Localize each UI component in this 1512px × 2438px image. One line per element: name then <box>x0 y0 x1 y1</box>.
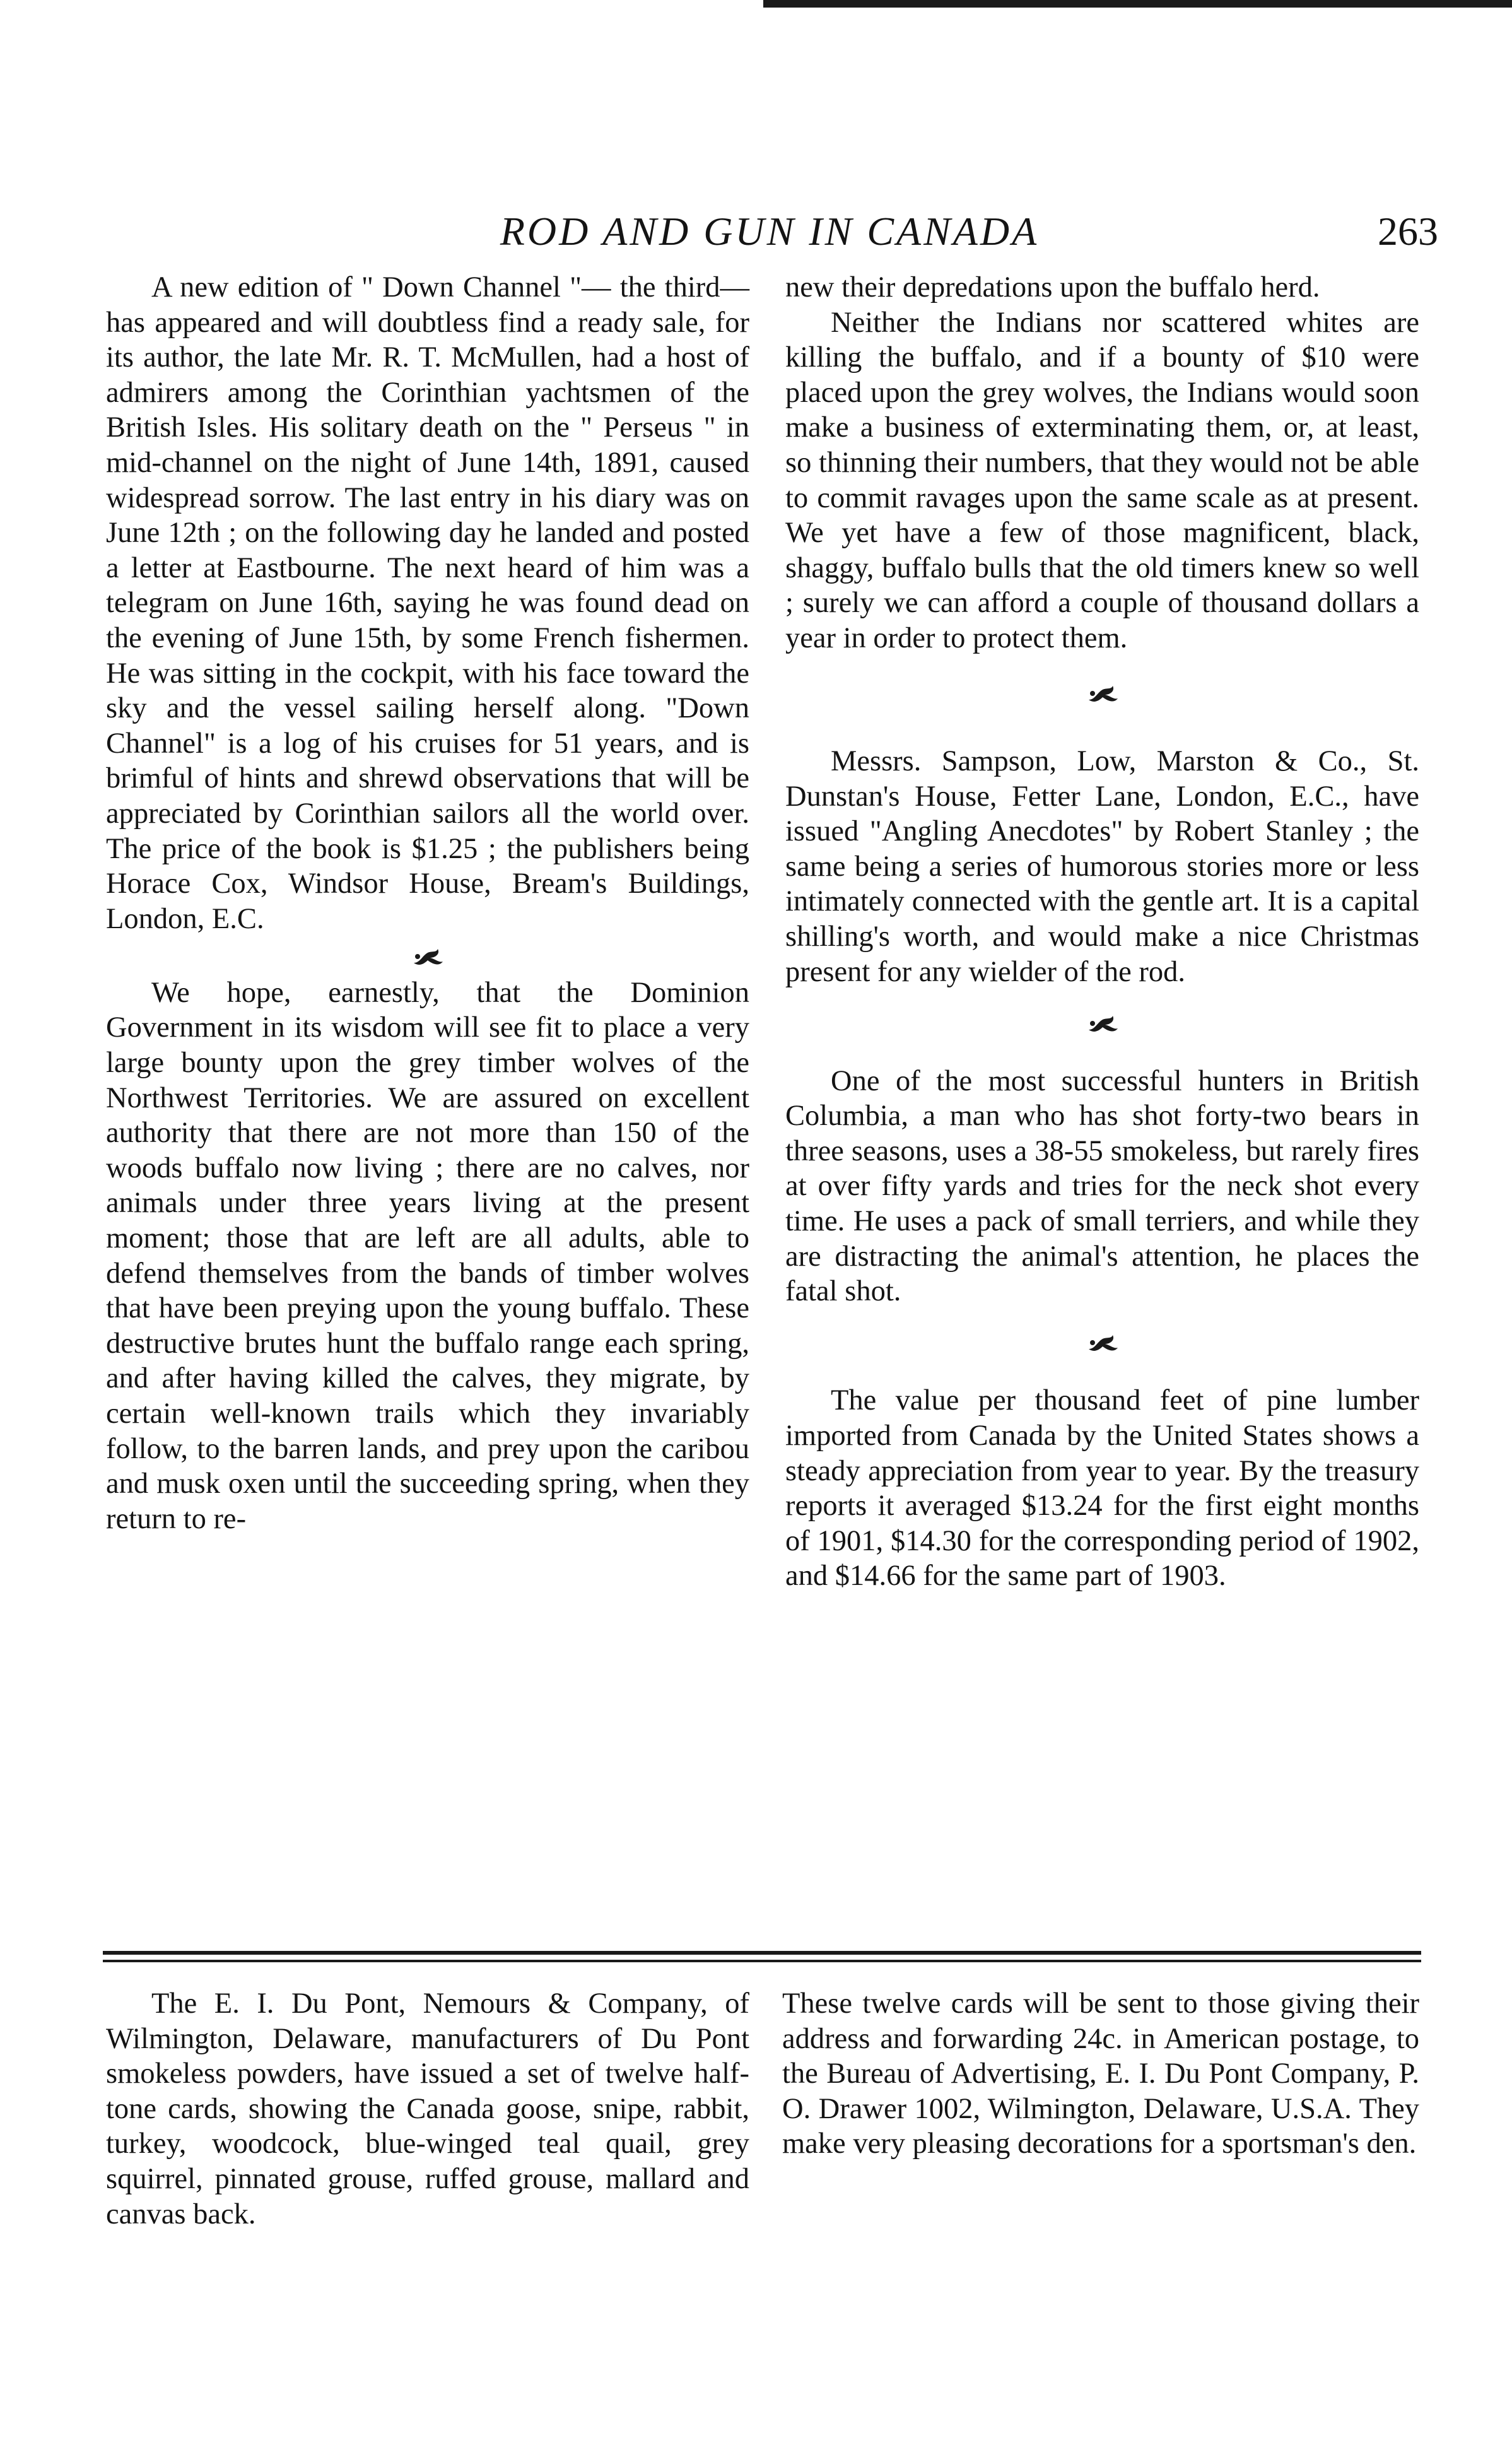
advertisement-left <box>106 1986 749 2232</box>
paragraph-lumber-value: The value per thousand feet of pine lumber imported from Canada by the United States shows a steady appreciation from year to year. By the treasury reports it averaged $13.24 for the first eight months of 1901, $14.30 for the corresponding period of 1902, and $14.66 for the same part of 1903. <box>785 1384 1419 1593</box>
paragraph-bear-hunter: One of the most successful hunters in British Columbia, a man who has shot forty-two bears in three seasons, uses a 38-55 smokeless, but rarely fires at over fifty yards and tries for the neck shot every time. He uses a pack of small terriers, and while they are distracting the animal's attention, he places the fatal shot. <box>785 1064 1419 1308</box>
fleuron-icon <box>785 679 1419 707</box>
separator-rule <box>103 1960 1421 1962</box>
right-column <box>785 270 1419 1594</box>
paragraph-down-channel: A new edition of " Down Channel "— the third—has appeared and will doubtless find a ready sale, for its author, the late Mr. R. T. McMullen, had a host of admirers among the Corinthian yachtsmen of the British Isles. His solitary death on the " Perseus " in mid-channel on the night of June 14th, 1891, caused widespread sorrow. The last entry in his diary was on June 12th ; on the following day he landed and posted a letter at Eastbourne. The next heard of him was a telegram on June 16th, saying he was found dead on the evening of June 15th, by some French fishermen. He was sitting in the cockpit, with his face toward the sky and the vessel sailing herself along. "Down Channel" is a log of his cruises for 51 years, and is brimful of hints and shrewd observations that will be appreciated by Corinthian sailors all the world over. The price of the book is $1.25 ; the publishers being Horace Cox, Windsor House, Bream's Buildings, London, E.C. <box>106 271 749 935</box>
paragraph-angling-anecdotes: Messrs. Sampson, Low, Marston & Co., St. Dunstan's House, Fetter Lane, London, E.C., have issued "Angling Anecdotes" by Robert Stanley ; the same being a series of humorous stories more or less intimately connected with the gentle art. It is a capital shilling's worth, and would make a nice Christmas present for any wielder of the rod. <box>785 745 1419 988</box>
paragraph-du-pont-offer: These twelve cards will be sent to those giving their address and forwarding 24c. in American postage, to the Bureau of Advertising, E. I. Du Pont Company, P. O. Drawer 1002, Wilmington, Delaware, U.S.A. They make very pleasing decorations for a sportsman's den. <box>782 1988 1419 2160</box>
paragraph-buffalo-protection: Neither the Indians nor scattered whites are killing the buffalo, and if a bounty of $10 were placed upon the grey wolves, the Indians would soon make a business of exterminating them, or, at least, so thinning their numbers, that they would not be able to commit ravages upon the same scale as at present. We yet have a few of those magnificent, black, shaggy, buffalo bulls that the old timers knew so well ; surely we can afford a couple of thousand dollars a year in order to protect them. <box>785 306 1419 654</box>
fleuron-icon <box>1084 1011 1122 1036</box>
fleuron-icon <box>409 944 447 969</box>
fleuron-icon <box>1084 681 1122 706</box>
separator-rule <box>103 1951 1421 1955</box>
paragraph-wolf-bounty-continued: new their depredations upon the buffalo herd. <box>785 271 1320 303</box>
page-title: ROD AND GUN IN CANADA <box>500 209 1040 254</box>
page-number: 263 <box>1378 209 1438 254</box>
top-rule <box>763 0 1512 8</box>
fleuron-icon <box>785 1008 1419 1036</box>
fleuron-icon <box>785 1328 1419 1356</box>
paragraph-wolf-bounty: We hope, earnestly, that the Dominion Government in its wisdom will see fit to place a very large bounty upon the grey timber wolves of the Northwest Territories. We are assured on excellent authority that there are not more than 150 of the woods buffalo now living ; there are no calves, nor animals under three years living at the present moment; those that are left are all adults, able to defend themselves from the bands of timber wolves that have been preying upon the young buffalo. These destructive brutes hunt the buffalo range each spring, and after having killed the calves, they migrate, by certain well-known trails which they invariably follow, to the barren lands, and prey upon the caribou and musk oxen until the succeeding spring, when they return to re- <box>106 976 749 1535</box>
fleuron-icon <box>1084 1330 1122 1355</box>
left-column <box>106 270 749 1536</box>
paragraph-du-pont-cards: The E. I. Du Pont, Nemours & Company, of Wilmington, Delaware, manufacturers of Du Pont smokeless powders, have issued a set of twelve half-tone cards, showing the Canada goose, snipe, rabbit, turkey, woodcock, blue-winged teal quail, grey squirrel, pinnated grouse, ruffed grouse, mallard and canvas back. <box>106 1988 749 2230</box>
advertisement-right <box>782 1986 1419 2162</box>
fleuron-icon <box>106 941 749 969</box>
